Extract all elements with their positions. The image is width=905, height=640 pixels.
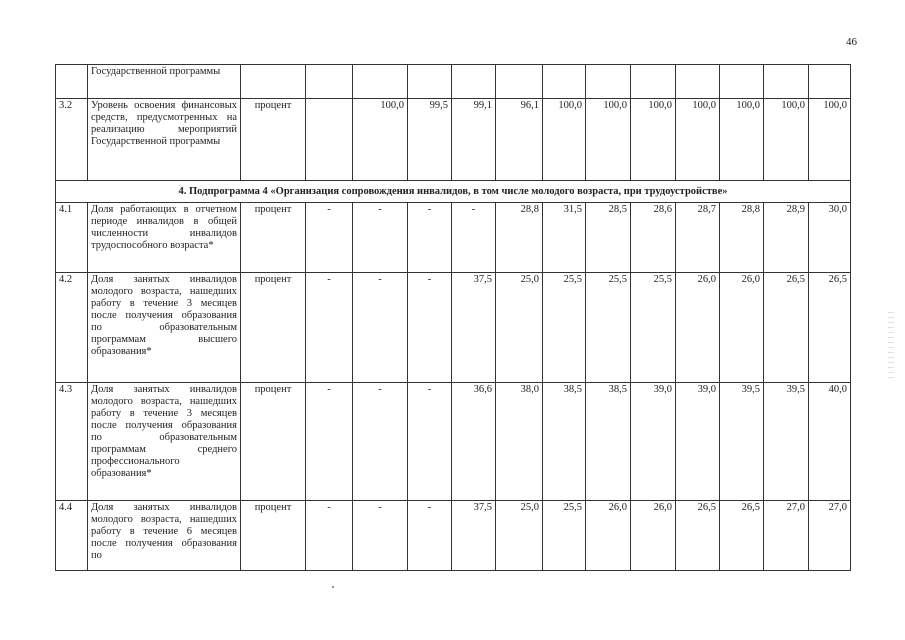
value-cell: 40,0 <box>809 383 851 501</box>
indicator-name: Доля занятых инвалидов молодого возраста, нашедших работу в течение 3 месяцев после получения образования по образовательным программам высшего образования* <box>88 273 241 383</box>
value-cell <box>306 99 353 181</box>
value-cell: 36,6 <box>452 383 496 501</box>
value-cell: 26,5 <box>764 273 809 383</box>
value-cell: 28,5 <box>586 203 631 273</box>
value-cell: - <box>353 273 408 383</box>
value-cell: 100,0 <box>586 99 631 181</box>
table-row <box>56 65 851 99</box>
value-cell: 28,8 <box>496 203 543 273</box>
unit-cell <box>241 65 306 99</box>
indicator-name: Доля занятых инвалидов молодого возраста, нашедших работу в течение 3 месяцев после получения образования по образовательным программам среднего профессионального образования* <box>88 383 241 501</box>
scan-edge-noise <box>888 312 894 382</box>
row-number <box>56 65 88 99</box>
value-cell: - <box>353 383 408 501</box>
row-number: 4.1 <box>56 203 88 273</box>
value-cell: 96,1 <box>496 99 543 181</box>
value-cell <box>306 65 353 99</box>
table-row <box>56 273 851 383</box>
value-cell: 27,0 <box>764 501 809 571</box>
value-cell: 26,0 <box>631 501 676 571</box>
value-cell: - <box>408 383 452 501</box>
value-cell: - <box>306 273 353 383</box>
value-cell <box>676 65 720 99</box>
row-number: 4.4 <box>56 501 88 571</box>
table-row <box>56 501 851 571</box>
value-cell: 25,5 <box>586 273 631 383</box>
value-cell <box>543 65 586 99</box>
value-cell: 26,5 <box>676 501 720 571</box>
value-cell: - <box>353 501 408 571</box>
row-number: 4.2 <box>56 273 88 383</box>
indicator-name: Государственной программы <box>88 65 241 99</box>
value-cell: 99,1 <box>452 99 496 181</box>
unit-cell: процент <box>241 203 306 273</box>
value-cell <box>809 65 851 99</box>
value-cell: 39,5 <box>720 383 764 501</box>
scan-speck <box>332 586 334 588</box>
value-cell: 100,0 <box>720 99 764 181</box>
value-cell: 28,8 <box>720 203 764 273</box>
value-cell: 38,0 <box>496 383 543 501</box>
value-cell: 25,0 <box>496 501 543 571</box>
row-number: 3.2 <box>56 99 88 181</box>
value-cell: 26,0 <box>720 273 764 383</box>
value-cell: 100,0 <box>543 99 586 181</box>
table-row <box>56 99 851 181</box>
value-cell: 26,0 <box>676 273 720 383</box>
value-cell: 25,5 <box>543 273 586 383</box>
indicator-name: Уровень освоения финансовых средств, предусмотренных на реализацию мероприятий Государственной программы <box>88 99 241 181</box>
value-cell: 39,0 <box>631 383 676 501</box>
value-cell: 99,5 <box>408 99 452 181</box>
subprogram-header-row <box>56 181 851 203</box>
table-body <box>56 65 851 571</box>
value-cell <box>408 65 452 99</box>
value-cell: 100,0 <box>631 99 676 181</box>
value-cell <box>452 65 496 99</box>
value-cell: 28,6 <box>631 203 676 273</box>
value-cell: 37,5 <box>452 273 496 383</box>
value-cell: 28,9 <box>764 203 809 273</box>
value-cell: 25,0 <box>496 273 543 383</box>
value-cell: - <box>408 501 452 571</box>
value-cell <box>720 65 764 99</box>
unit-cell: процент <box>241 501 306 571</box>
value-cell: - <box>452 203 496 273</box>
unit-cell: процент <box>241 383 306 501</box>
value-cell <box>631 65 676 99</box>
table-row <box>56 203 851 273</box>
indicator-name: Доля занятых инвалидов молодого возраста, нашедших работу в течение 6 месяцев после получения образования по <box>88 501 241 571</box>
indicator-name: Доля работающих в отчетном периоде инвалидов в общей численности инвалидов трудоспособного возраста* <box>88 203 241 273</box>
value-cell: 27,0 <box>809 501 851 571</box>
value-cell: 100,0 <box>353 99 408 181</box>
value-cell: - <box>408 203 452 273</box>
value-cell: 26,0 <box>586 501 631 571</box>
value-cell <box>353 65 408 99</box>
value-cell: - <box>306 501 353 571</box>
value-cell: 38,5 <box>586 383 631 501</box>
value-cell: 38,5 <box>543 383 586 501</box>
value-cell: 31,5 <box>543 203 586 273</box>
value-cell <box>496 65 543 99</box>
subprogram-title: 4. Подпрограмма 4 «Организация сопровождения инвалидов, в том числе молодого возраста, при трудоустройстве» <box>56 181 851 203</box>
indicator-table <box>55 64 851 571</box>
value-cell: 39,5 <box>764 383 809 501</box>
value-cell: - <box>306 383 353 501</box>
value-cell: - <box>408 273 452 383</box>
value-cell: 100,0 <box>676 99 720 181</box>
value-cell: 39,0 <box>676 383 720 501</box>
value-cell: - <box>353 203 408 273</box>
value-cell: 25,5 <box>543 501 586 571</box>
unit-cell: процент <box>241 273 306 383</box>
value-cell: 100,0 <box>809 99 851 181</box>
value-cell: 30,0 <box>809 203 851 273</box>
value-cell: 28,7 <box>676 203 720 273</box>
value-cell <box>764 65 809 99</box>
value-cell: 25,5 <box>631 273 676 383</box>
value-cell: 37,5 <box>452 501 496 571</box>
value-cell: - <box>306 203 353 273</box>
row-number: 4.3 <box>56 383 88 501</box>
page-number: 46 <box>846 36 857 48</box>
value-cell: 100,0 <box>764 99 809 181</box>
value-cell: 26,5 <box>809 273 851 383</box>
value-cell <box>586 65 631 99</box>
unit-cell: процент <box>241 99 306 181</box>
value-cell: 26,5 <box>720 501 764 571</box>
table-row <box>56 383 851 501</box>
